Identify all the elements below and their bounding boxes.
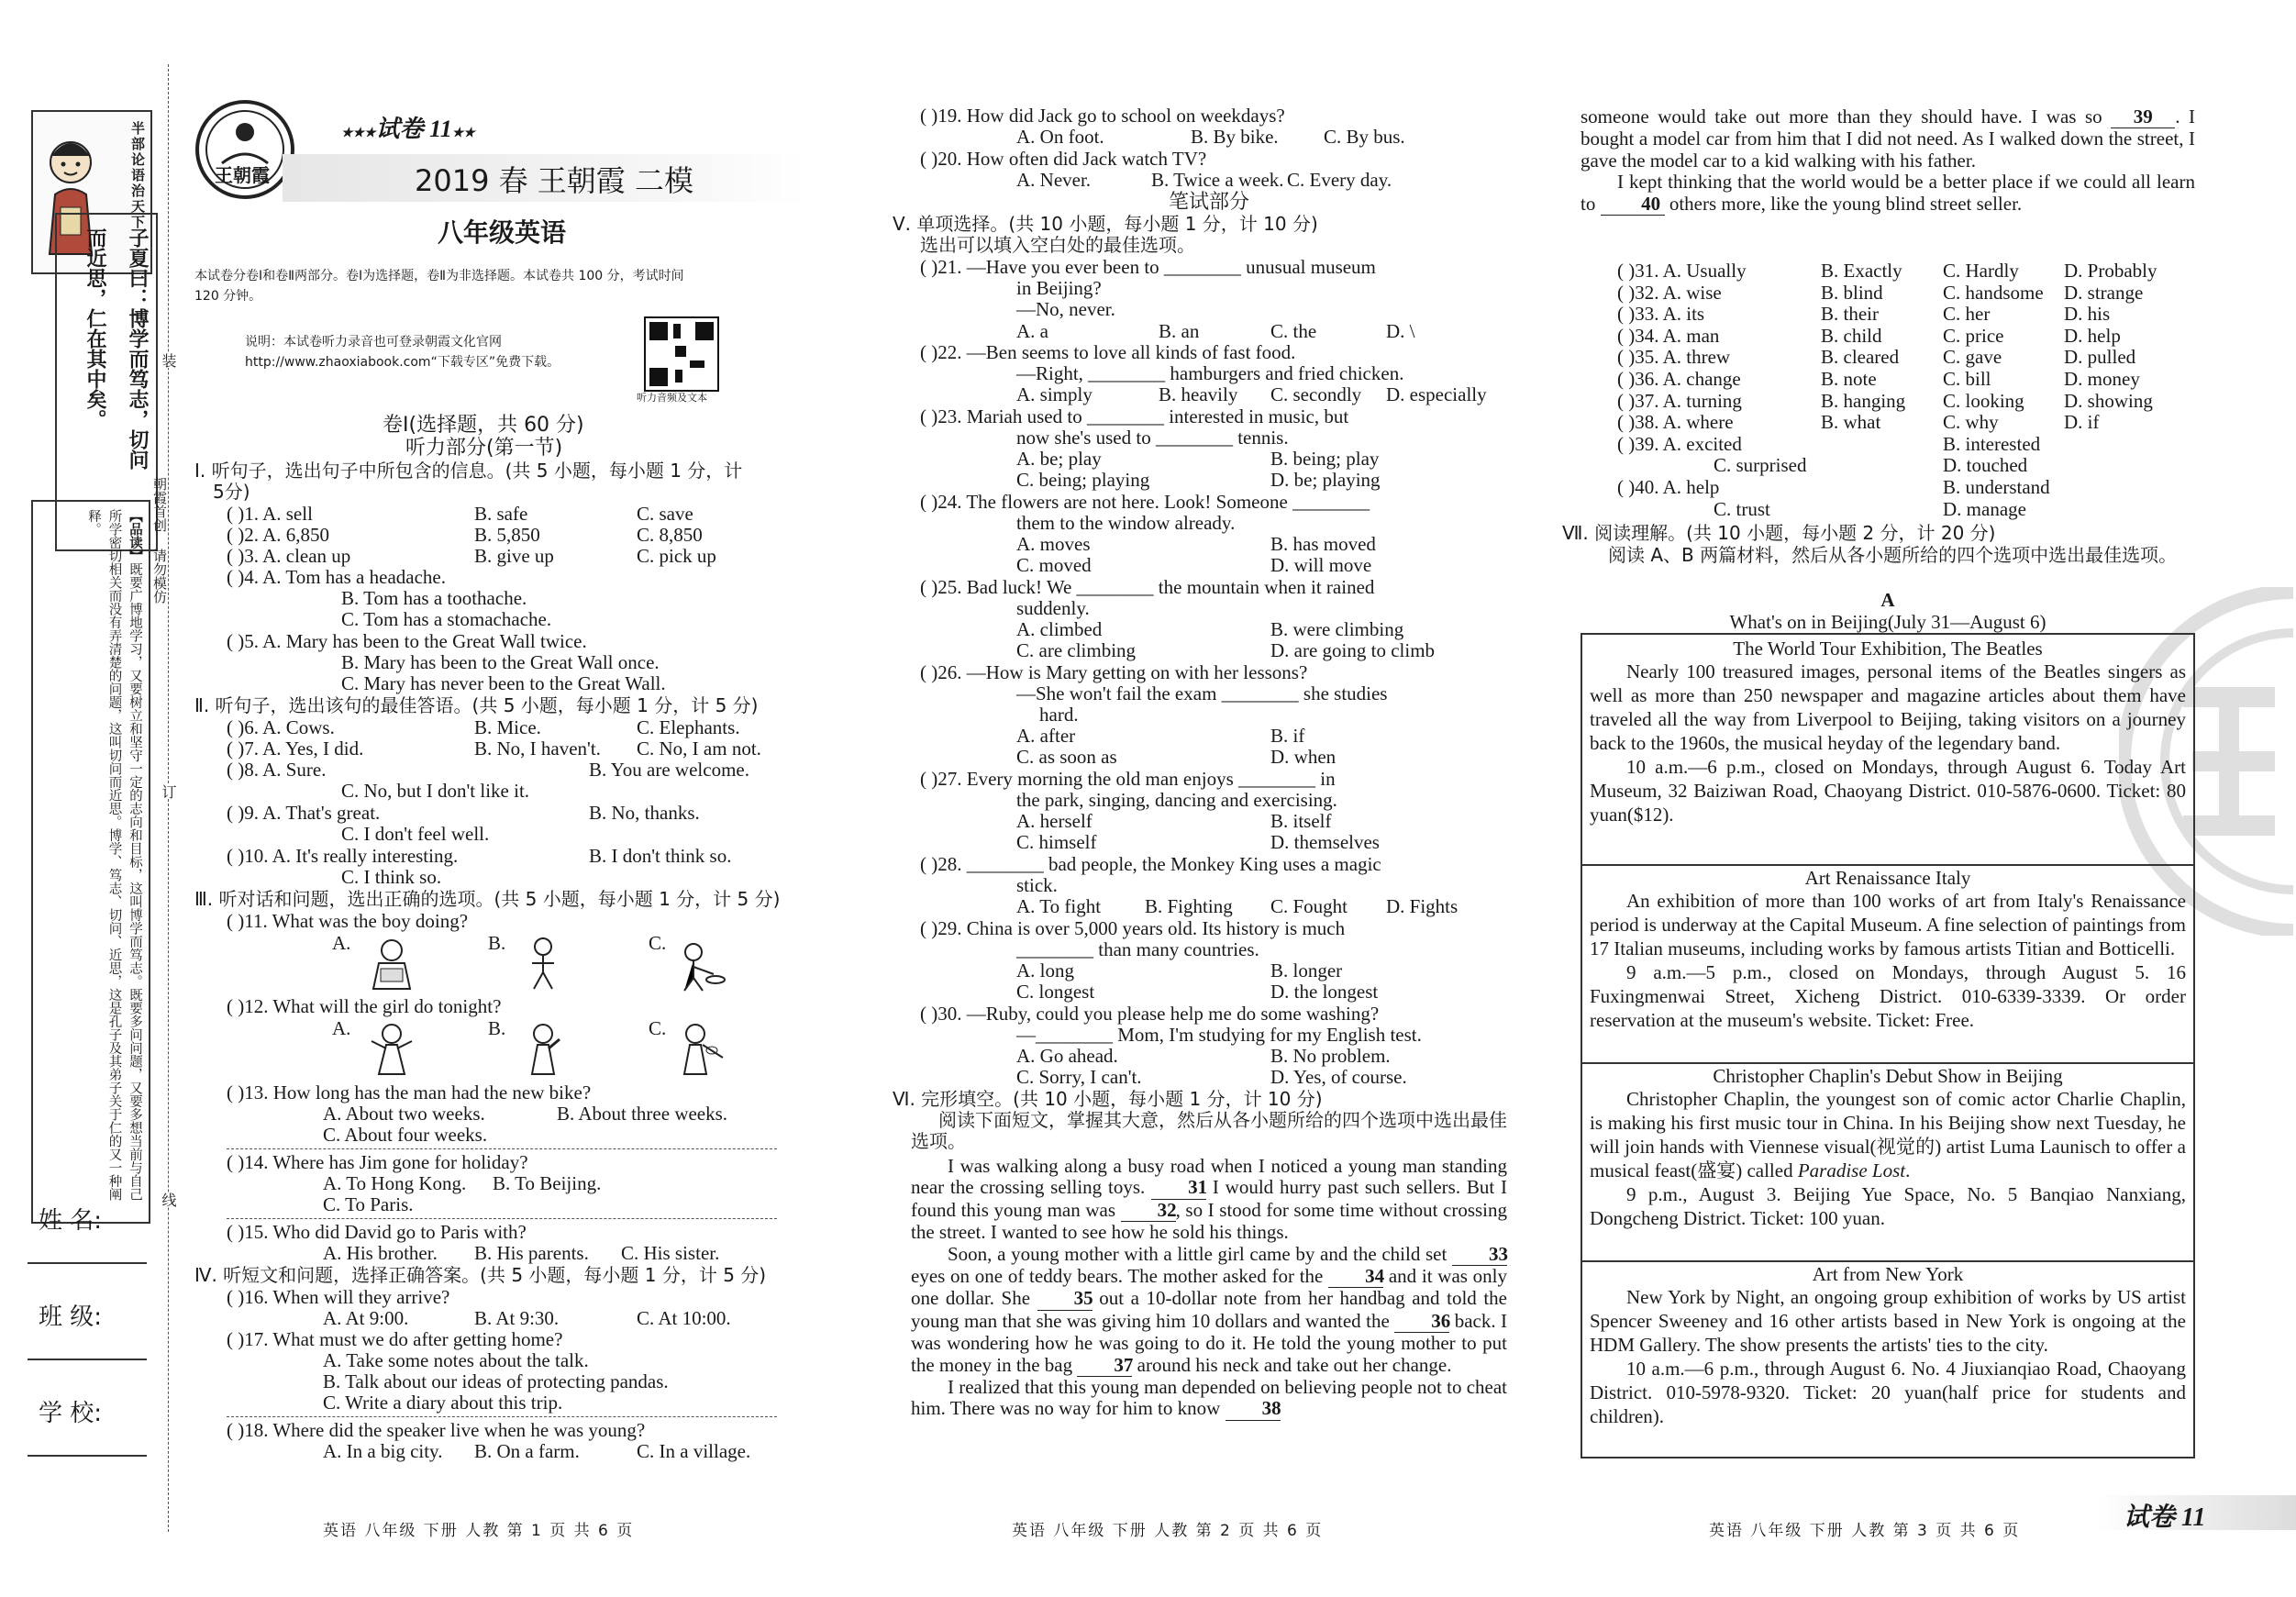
- event-3: [1582, 1062, 2193, 1262]
- class-label: 班 级:: [39, 1303, 103, 1331]
- listening-heading: 听力部分(第一节): [405, 437, 563, 460]
- section-2: Ⅱ. 听句子，选出该句的最佳答语。(共 5 小题，每小题 1 分，计 5 分): [194, 694, 759, 716]
- events-box: [1581, 633, 2195, 1458]
- blank-37[interactable]: 37: [1077, 1355, 1132, 1377]
- girl-violin-icon: [671, 1021, 727, 1076]
- name-label: 姓 名:: [39, 1207, 103, 1235]
- boy-reading-icon: [364, 936, 419, 991]
- section-1: Ⅰ. 听句子，选出句子中所包含的信息。(共 5 小题，每小题 1 分，计: [194, 460, 743, 482]
- blank-31[interactable]: 31: [1151, 1177, 1206, 1199]
- passage-title: What's on in Beijing(July 31—August 6): [1729, 611, 2046, 633]
- paper-label: ★★★试卷 11★★: [341, 116, 475, 142]
- event-2-title: Art Renaissance Italy: [1804, 867, 1971, 889]
- col2-content: ( )19. How did Jack go to school on weekdays? A. On foot. B. By bike. C. By bus. ( )20. How often did Jack watch TV? A. Never. B. Twice a week. C. Every day. 笔试部分 Ⅴ. 单项选择。(共 10 小题，每小题 1 分，计 10 分) 选出可以填入空白处的最佳选项。 ( )21. —Have you ever been to ________ unusual museum in Beijing? —No, never. A. a B. an C. the D. \ ( )22. —Ben seems to love all kinds of fast food. —Right, ________ hamburgers and fried chicken. A. simply B. heavily C. secondly D. especially ( )23. Mariah used to ________ interested in music, but now she's used to ________ tennis. A. be; play B. being; play C. being; playing D. be; playing ( )24. The flowers are not here. Look! Someone ________ them to the window already. A. moves B. has moved C. moved D. will move ( )25. Bad luck! We ________ the mountain when it rained suddenly. A. climbed B. were climbing C. are climbing D. are going to climb ( )26. —How is Mary getting on with her lessons? —She won't fail the exam ________ she studies hard. A. after B. if C. as soon as D. when ( )27. Every morning the old man enjoys ________ in the park, singing, dancing and exercising. A. herself B. itself C. himself D. themselves ( )28. ________ bad people, the Monkey King uses a magic stick. A. To fight B. Fighting C. Fought D. Fights ( )29. China is over 5,000 years old. Its history is much ________ than many countries. A. long B. longer C. longest D. the longest ( )30. —Ruby, could you please help me do some washing? —________ Mom, I'm studying for my English test. A. Go ahead. B. No problem. C. Sorry, I can't. D. Yes, of course. Ⅵ. 完形填空。(共 10 小题，每小题 1 分，计 10 分) 阅读下面短文，掌握其大意，然后从各小题所给的四个选项中选出最佳选项。 I was walking along a busy road when I noticed a young man standing near the crossing selling toys. 31 I would hurry past such sellers. But I found this young man was 32, so I stood for some time without crossing the street. I wanted to see how he sold his things. Soon, a young mother with a little girl came by and the child set 33 eyes on one of teddy bears. The mother asked for the 34 and it was only one dollar. She 35 out a 10-dollar note from her handbag and told the young man that she was giving him 10 dollars and wanted the 36 back. I was wondering how he was going to do it. He told the young mother to put the money in the bag 37 around his neck and take out her change. I realized that this young man depended on believing people not to cheat him. There was no way for him to know 38: [893, 105, 1508, 1420]
- cloze-para-4: I kept thinking that the world would be a better place if we could all learn to 40 others more, like the young blind street seller.: [1581, 171, 2195, 215]
- column-2: [893, 0, 1508, 1597]
- commentary-body: 既要广博地学习，又要树立和坚守一定的志向和目标，这叫博学而笃志。既要多问问题，又要多想当前与自己所学密切相关而没有弄清楚的问题，这叫切问而近思。博学、笃志、切问、近思，这是孔子及其弟子关于仁的又一种阐释。: [86, 509, 142, 1201]
- event-2-info: 9 a.m.—5 p.m., closed on Mondays, through August 5. 16 Fuxingmenwai Street, Xicheng District. 010-6339-3339. Or order reservation at the museum's website. Ticket: Free.: [1590, 961, 2186, 1032]
- page-subtitle: 八年级英语: [438, 217, 567, 248]
- cloze-para-3: I realized that this young man depended on believing people not to cheat him. There was no way for him to know 38: [911, 1376, 1507, 1420]
- page-title: 2019 春 王朝霞 二模: [415, 163, 693, 198]
- commentary-text: [37, 509, 145, 1211]
- corner-label: 试卷 11: [2096, 1495, 2296, 1530]
- divider: [227, 1416, 777, 1417]
- page-footer: 英语 八年级 下册 人教 第 1 页 共 6 页: [323, 1522, 635, 1540]
- qr-caption: 听力音频及文本: [637, 392, 707, 404]
- commentary-box: [31, 500, 150, 1224]
- cloze-options: ( )31. A. Usually B. Exactly C. Hardly D. Probably ( )32. A. wise B. blind C. handsome D. strange ( )33. A. its B. their C. her D. his ( )34. A. man B. child C. price D. help ( )35. A. threw B. cleared C. gave D. pulled ( )36. A. change B. note C. bill D. money ( )37. A. turning B. hanging C. looking D. showing ( )38. A. where B. what C. why D. if ( )39. A. excited B. interested C. surprised D. touched ( )40. A. help B. understand C. trust D. manage: [1617, 260, 2157, 520]
- blank-33[interactable]: 33: [1452, 1244, 1507, 1266]
- q11-pictures: A. B. C.: [332, 932, 791, 996]
- blank-34[interactable]: 34: [1328, 1266, 1383, 1288]
- part1-heading: 卷Ⅰ(选择题，共 60 分): [383, 414, 584, 437]
- event-4: [1582, 1260, 2193, 1455]
- blank-39[interactable]: 39: [2111, 106, 2175, 128]
- divider: [227, 1148, 777, 1149]
- download-note: 说明：本试卷听力录音也可登录朝霞文化官网 http://www.zhaoxiabook.com“下载专区”免费下载。: [245, 335, 560, 370]
- commentary-label: 【品读】: [128, 509, 142, 562]
- boy-cycling-icon: [516, 936, 571, 991]
- section-7b: 阅读 A、B 两篇材料，然后从各小题所给的四个选项中选出最佳选项。: [1608, 544, 2178, 566]
- girl-singing-icon: [516, 1021, 571, 1076]
- event-4-title: Art from New York: [1812, 1263, 1964, 1285]
- quote-right: 子夏曰：博学而笃志，切问: [126, 227, 149, 470]
- section-7: Ⅶ. 阅读理解。(共 10 小题，每小题 2 分，计 20 分): [1562, 522, 1996, 544]
- section-4: Ⅳ. 听短文和问题，选择正确答案。(共 5 小题，每小题 1 分，计 5 分): [194, 1264, 767, 1286]
- quote-left: 而近思，仁在其中矣。: [83, 227, 106, 429]
- divider: [227, 1218, 777, 1219]
- event-1-title: The World Tour Exhibition, The Beatles: [1733, 638, 2043, 660]
- section-1b: 5分): [213, 481, 250, 503]
- col1-questions: Ⅰ. 听句子，选出句子中所包含的信息。(共 5 小题，每小题 1 分，计 5分) ( )1. A. sell B. safe C. save ( )2. A. 6,850 B. 5,850 C. 8,850 ( )3. A. clean up B. give up C. pick up ( )4. A. Tom has a headache. B. Tom has a toothache. C. Tom has a stomachache. ( )5. A. Mary has been to the Great Wall twice. B. Mary has been to the Great Wall once. C. Mary has never been to the Great Wall. Ⅱ. 听句子，选出该句的最佳答语。(共 5 小题，每小题 1 分，计 5 分) ( )6. A. Cows. B. Mice. C. Elephants. ( )7. A. Yes, I did. B. No, I haven't. C. No, I am not. ( )8. A. Sure. B. You are welcome. C. No, but I don't like it. ( )9. A. That's great. B. No, thanks. C. I don't feel well. ( )10. A. It's really interesting. B. I don't think so. C. I think so. Ⅲ. 听对话和问题，选出正确的选项。(共 5 小题，每小题 1 分，计 5 分) ( )11. What was the boy doing? A. B. C. ( )12. What will the girl do tonight? A. B. C. ( )13. How long has the man had the new bike? A. About two weeks. B. About three weeks. C. About four weeks. ( )14. Where has Jim gone for holiday? A. To Hong Kong. B. To Beijing. C. To Paris. ( )15. Who did David go to Paris with? A. His brother. B. His parents. C. His sister. Ⅳ. 听短文和问题，选择正确答案。(共 5 小题，每小题 1 分，计 5 分) ( )16. When will they arrive? A. At 9:00. B. At 9:30. C. At 10:00. ( )17. What must we do after getting home? A. Take some notes about the talk. B. Talk about our ideas of protecting pandas. C. Write a diary about this trip. ( )18. Where did the speaker live when he was young? A. In a big city. B. On a farm. C. In a village.: [194, 460, 809, 1469]
- school-field[interactable]: [28, 1385, 147, 1440]
- cloze-para-1: I was walking along a busy road when I noticed a young man standing near the crossing selling toys. 31 I would hurry past such sellers. But I found this young man was 32, so I stood for some time without crossing the street. I wanted to see how he sold his things.: [911, 1155, 1508, 1244]
- cloze-para-2: Soon, a young mother with a little girl came by and the child set 33 eyes on one of teddy bears. The mother asked for the 34 and it was only one dollar. She 35 out a 10-dollar note from her handbag and told the young man that she was giving him 10 dollars and wanted the 36 back. I was wondering how he was going to do it. He told the young mother to put the money in the bag 37 around his neck and take out her change.: [911, 1242, 1508, 1376]
- event-3-title: Christopher Chaplin's Debut Show in Beijing: [1713, 1065, 2063, 1087]
- q12-pictures: A. B. C.: [332, 1017, 791, 1081]
- intro-text: 本试卷分卷Ⅰ和卷Ⅱ两部分。卷Ⅰ为选择题，卷Ⅱ为非选择题。本试卷共 100 分，考试时间 120 分钟。: [194, 269, 684, 304]
- event-4-body: New York by Night, an ongoing group exhibition of works by US artist Spencer Sweeney and 16 other artists based in New York is ongoing at the HDM Gallery. The show presents the artists' ties to the city.: [1590, 1286, 2186, 1357]
- logo-text: 王朝霞: [215, 166, 270, 186]
- page-footer: 英语 八年级 下册 人教 第 2 页 共 6 页: [1012, 1522, 1324, 1540]
- section-6b: 阅读下面短文，掌握其大意，然后从各小题所给的四个选项中选出最佳选项。: [911, 1109, 1507, 1152]
- cut-mark-1: 装: [160, 353, 177, 368]
- section-5: Ⅴ. 单项选择。(共 10 小题，每小题 1 分，计 10 分): [893, 213, 1318, 235]
- sidebar: [28, 64, 156, 1495]
- blank-38[interactable]: 38: [1226, 1398, 1281, 1420]
- section-3: Ⅲ. 听对话和问题，选出正确的选项。(共 5 小题，每小题 1 分，计 5 分): [194, 888, 781, 910]
- column-3: [1562, 0, 2195, 1597]
- cut-mark-2: 订: [160, 784, 177, 799]
- cut-mark-3: 线: [160, 1192, 177, 1207]
- event-2-body: An exhibition of more than 100 works of art from Italy's Renaissance period is underway at the Capital Museum. A fine selection of paintings from 17 Italian museums, including works by famous artists Titian and Botticelli.: [1590, 890, 2186, 960]
- school-label: 学 校:: [39, 1400, 103, 1427]
- written-heading: 笔试部分: [1168, 191, 1249, 214]
- cloze-continued: [1581, 106, 2195, 216]
- event-3-show-title: Paradise Lost: [1797, 1159, 1906, 1182]
- section-5b: 选出可以填入空白处的最佳选项。: [920, 234, 1195, 256]
- event-3-info: 9 p.m., August 3. Beijing Yue Space, No. 5 Banqiao Nanxiang, Dongcheng District. Ticket: 100 yuan.: [1590, 1183, 2186, 1230]
- blank-35[interactable]: 35: [1037, 1288, 1093, 1310]
- event-1: [1582, 635, 2193, 866]
- motto-top: 半部论语治天下: [129, 121, 146, 230]
- event-3-body: Christopher Chaplin, the youngest son of comic actor Charlie Chaplin, is making his first music tour in China. In his Beijing show next Tuesday, he will join hands with Viennese visual(视觉的) artist Luma Launisch to offer a musical feast(盛宴) called Paradise Lost.: [1590, 1088, 2186, 1182]
- boy-cooking-icon: [671, 941, 727, 993]
- event-1-body: Nearly 100 treasured images, personal items of the Beatles singers as well as more than 250 newspaper and magazine articles about them have traveled all the way from Liverpool to Beijing, taking visitors on a journey back to the 1960s, the musical heyday of the legendary band.: [1590, 660, 2186, 755]
- page-footer: 英语 八年级 下册 人教 第 3 页 共 6 页: [1709, 1522, 2021, 1540]
- cloze-para-3-cont: someone would take out more than they should have. I was so 39 . I bought a model car from him that I did not need. As I walked down the street, I gave the model car to a kid walking with his father.: [1581, 105, 2195, 172]
- passage-label: A: [1880, 589, 1895, 611]
- event-4-info: 10 a.m.—6 p.m., through August 6. No. 4 Jiuxianqiao Road, Chaoyang District. 010-5978-9320. Ticket: 20 yuan(half price for students and children).: [1590, 1358, 2186, 1428]
- name-field[interactable]: [28, 1192, 147, 1248]
- blank-36[interactable]: 36: [1394, 1311, 1449, 1333]
- column-1: [194, 0, 809, 1597]
- section-6: Ⅵ. 完形填空。(共 10 小题，每小题 1 分，计 10 分): [893, 1088, 1323, 1110]
- girl-dancing-icon: [364, 1021, 419, 1076]
- blank-32[interactable]: 32: [1121, 1200, 1176, 1222]
- qr-code-icon: [644, 316, 719, 392]
- side-note: 朝霞首创 请勿模仿: [151, 477, 168, 604]
- event-1-info: 10 a.m.—6 p.m., closed on Mondays, through August 6. Today Art Museum, 32 Baiziwan Road, Chaoyang District. 010-5876-0600. Ticket: 80 yuan($12).: [1590, 756, 2186, 826]
- blank-40[interactable]: 40: [1601, 194, 1665, 216]
- cloze-passage: [911, 1156, 1507, 1421]
- class-field[interactable]: [28, 1289, 147, 1344]
- event-2: [1582, 864, 2193, 1064]
